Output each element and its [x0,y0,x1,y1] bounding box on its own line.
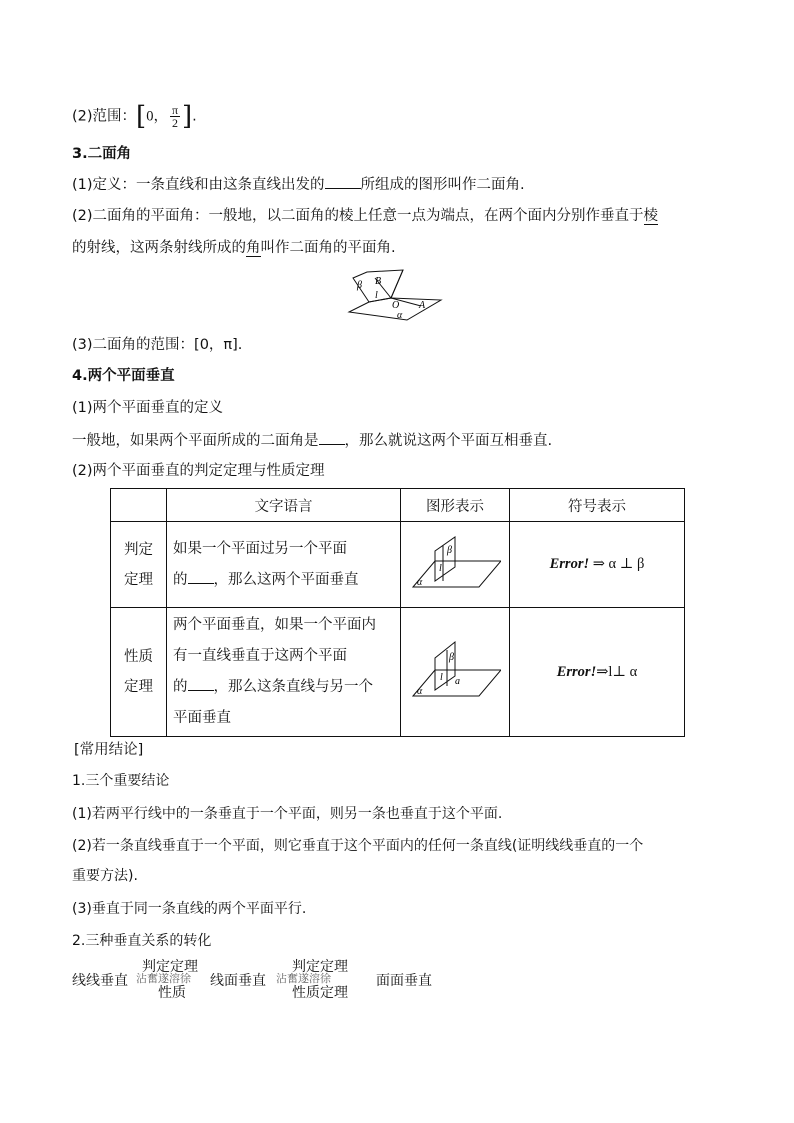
dihedral-definition [72,174,525,195]
perpendicular-planes-figure [409,533,501,593]
theorem-table [110,488,685,737]
pi-over-2-fraction [170,104,180,129]
chain-label-top1: 判定定理 [142,959,198,975]
fig-A: A [419,300,426,311]
row-head-judgement [111,522,167,608]
chain-plane-plane: 面面垂直 [376,973,432,989]
fig-beta: β [449,652,454,663]
fig-B: B [375,276,382,287]
perp-definition [72,430,552,451]
row-head-line: 判定 [124,541,153,558]
cell-line: 两个平面垂直，如果一个平面内 [173,617,376,633]
cell-line [173,565,394,596]
range-line [72,101,197,132]
theorem-title: (2)两个平面垂直的判定定理与性质定理 [72,463,325,479]
row-symbol-judgement [510,522,685,608]
fig-O: O [392,300,400,311]
underlined-angle: 角 [246,240,261,256]
fig-alpha: α [417,576,423,588]
dihedral-angle-figure [345,268,445,324]
def-suffix: 所组成的图形叫作二面角. [360,177,525,193]
left-bracket: [ [136,101,147,132]
row-head-property [111,608,167,737]
blank-right-dihedral [319,430,345,445]
error-marker: Error! [556,663,597,680]
right-bracket: ] [182,101,193,132]
fig-alpha: α [397,310,403,321]
plane-angle-line2 [72,238,396,258]
blank-intersection [188,676,214,691]
fig-l: l [375,290,378,301]
conclusion1-item1: (1)若两平行线中的一条垂直于一个平面，则另一条也垂直于这个平面. [72,806,503,822]
header-symbol: 符号表示 [510,489,685,522]
header-figure: 图形表示 [401,489,510,522]
row-text-property [167,608,401,737]
perpendicular-planes-property-figure [409,638,501,702]
blank-halfplanes [325,174,361,189]
plane-angle-text-a: (2)二面角的平面角：一般地，以二面角的棱上任意一点为端点，在两个面内分别作垂直于 [72,208,644,224]
perp-def-title: (1)两个平面垂直的定义 [72,400,224,416]
def-prefix: (1)定义：一条直线和由这条直线出发的 [72,177,325,193]
chain-label-bottom2: 性质定理 [292,985,348,1001]
chain-line-plane: 线面垂直 [210,973,266,989]
conclusions-header: [常用结论] [74,742,144,758]
table-row [111,608,685,737]
section4-title: 4.两个平面垂直 [72,368,175,384]
row-text-judgement [167,522,401,608]
fig-alpha: α [417,686,423,697]
perp-def-prefix: 一般地，如果两个平面所成的二面角是 [72,433,319,449]
cell-line: 有一直线垂直于这两个平面 [173,648,347,664]
header-text-language: 文字语言 [167,489,401,522]
table-header-row [111,489,685,522]
cell-suffix: ，那么这条直线与另一个 [213,679,373,695]
frac-numerator: π [171,103,179,117]
row-head-line: 性质 [124,649,153,665]
symbol-text: ⇒ α ⊥ β [589,556,645,572]
header-empty [111,489,167,522]
blank-perp-line [188,569,214,584]
row-head-line: 定理 [124,679,153,695]
chain-arrows1: 沾奮遂溶徐 [136,972,191,985]
dihedral-range: (3)二面角的范围：[0，π]. [72,337,243,353]
section3-title: 3.二面角 [72,146,132,162]
interval-start: 0， [146,108,168,125]
cell-line: 平面垂直 [173,710,231,726]
frac-denominator: 2 [171,116,178,130]
range-tail: . [192,108,197,125]
fig-l: l [439,562,442,574]
fig-a: a [455,676,460,687]
chain-label-top2: 判定定理 [292,959,348,975]
table-row [111,522,685,608]
cell-suffix: ，那么这两个平面垂直 [213,571,359,588]
fig-l: l [440,672,443,683]
row-symbol-property [510,608,685,737]
conclusion2-title: 2.三种垂直关系的转化 [72,933,212,949]
fig-beta: β [447,544,452,556]
row-figure-property [401,608,510,737]
row-head-line: 定理 [124,571,153,588]
cell-line [173,672,394,703]
conclusion1-item2-line1: (2)若一条直线垂直于一个平面，则它垂直于这个平面内的任何一条直线(证明线线垂直的一个 [72,838,644,854]
row-figure-judgement [401,522,510,608]
cell-prefix: 的 [173,679,188,695]
conclusion1-item3: (3)垂直于同一条直线的两个平面平行. [72,901,307,917]
perp-def-suffix: ，那么就说这两个平面互相垂直. [344,433,553,449]
plane-angle-text-b: 的射线，这两条射线所成的 [72,240,246,256]
conclusion1-item2-line2: 重要方法). [72,868,138,884]
symbol-text: ⇒l⊥ α [596,663,638,680]
chain-arrows2: 沾奮遂溶徐 [276,972,331,985]
fig-beta: β [357,280,362,291]
error-marker: Error! [549,556,590,572]
cell-line: 如果一个平面过另一个平面 [173,540,347,557]
range-label: (2)范围： [72,108,137,125]
plane-angle-text-c: 叫作二面角的平面角. [260,240,396,256]
underlined-edge: 棱 [643,208,659,224]
plane-angle-line1 [72,206,658,226]
cell-prefix: 的 [173,571,188,588]
chain-label-bottom1: 性质 [158,985,186,1001]
chain-line-line: 线线垂直 [72,973,128,989]
conclusion1-title: 1.三个重要结论 [72,773,170,789]
